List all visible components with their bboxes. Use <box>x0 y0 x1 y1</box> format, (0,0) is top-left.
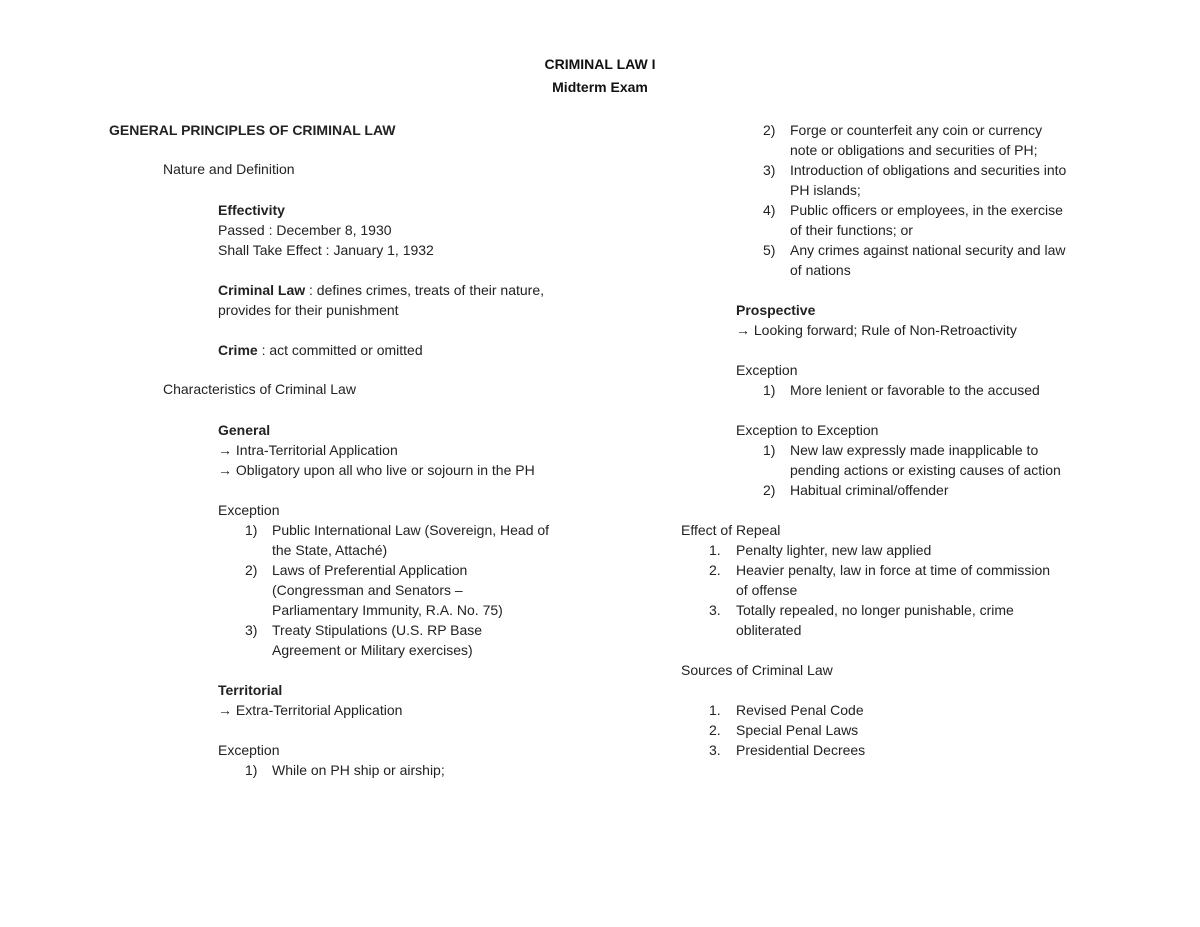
list-item-text: Agreement or Military exercises) <box>272 642 473 658</box>
list-number: 1) <box>763 442 776 458</box>
list-number: 2) <box>763 482 776 498</box>
list-item-text: Presidential Decrees <box>736 742 866 758</box>
effectivity-passed: Passed : December 8, 1930 <box>218 222 392 238</box>
list-item-text: Public officers or employees, in the exercise <box>790 202 1063 218</box>
list-number: 1. <box>709 542 721 558</box>
crime-def: : act committed or omitted <box>257 342 423 358</box>
criminal-law-def-2: provides for their punishment <box>218 302 399 318</box>
list-number: 3. <box>709 742 721 758</box>
list-item-text: PH islands; <box>790 182 861 198</box>
prospective-line-1: → Looking forward; Rule of Non-Retroactivity <box>736 322 1017 338</box>
list-item-text: Penalty lighter, new law applied <box>736 542 932 558</box>
territorial-exception-label: Exception <box>218 742 280 758</box>
list-item-text: Forge or counterfeit any coin or currency <box>790 122 1043 138</box>
list-item-text: Special Penal Laws <box>736 722 859 738</box>
list-item-text: Any crimes against national security and law <box>790 242 1066 258</box>
list-number: 5) <box>763 242 776 258</box>
list-number: 1) <box>245 762 258 778</box>
list-item-text: New law expressly made inapplicable to <box>790 442 1039 458</box>
list-item-text: While on PH ship or airship; <box>272 762 445 778</box>
list-number: 2) <box>245 562 258 578</box>
list-item-text: (Congressman and Senators – <box>272 582 463 598</box>
list-item-text: of offense <box>736 582 798 598</box>
prospective-exception-label: Exception <box>736 362 798 378</box>
list-item-text: More lenient or favorable to the accused <box>790 382 1040 398</box>
criminal-law-def-1: : defines crimes, treats of their nature, <box>305 282 545 298</box>
general-line-1: → Intra-Territorial Application <box>218 442 398 458</box>
crime-term: Crime <box>218 342 258 358</box>
list-item-text: the State, Attaché) <box>272 542 388 558</box>
general-line-2: → Obligatory upon all who live or sojourn in the PH <box>218 462 535 478</box>
list-item-text: Habitual criminal/offender <box>790 482 949 498</box>
general-exception-label: Exception <box>218 502 280 518</box>
list-item-text: obliterated <box>736 622 802 638</box>
list-number: 4) <box>763 202 776 218</box>
nature-label: Nature and Definition <box>163 161 295 177</box>
list-item-text: Public International Law (Sovereign, Head of <box>272 522 550 538</box>
list-item-text: pending actions or existing causes of action <box>790 462 1061 478</box>
criminal-law-term: Criminal Law <box>218 282 306 298</box>
prospective-title: Prospective <box>736 302 816 318</box>
effectivity-take-effect: Shall Take Effect : January 1, 1932 <box>218 242 434 258</box>
crime-definition <box>218 340 423 360</box>
list-number: 2. <box>709 562 721 578</box>
characteristics-label: Characteristics of Criminal Law <box>163 381 356 397</box>
list-number: 1. <box>709 702 721 718</box>
list-item-text: Revised Penal Code <box>736 702 864 718</box>
list-number: 1) <box>763 382 776 398</box>
repeal-label: Effect of Repeal <box>681 522 781 538</box>
list-number: 3) <box>245 622 258 638</box>
list-number: 1) <box>245 522 258 538</box>
list-item-text: Totally repealed, no longer punishable, crime <box>736 602 1014 618</box>
territorial-title: Territorial <box>218 682 283 698</box>
list-number: 2) <box>763 122 776 138</box>
general-title: General <box>218 422 271 438</box>
list-item-text: Introduction of obligations and securities into <box>790 162 1067 178</box>
territorial-line-1: → Extra-Territorial Application <box>218 702 403 718</box>
list-number: 3) <box>763 162 776 178</box>
list-number: 2. <box>709 722 721 738</box>
criminal-law-definition <box>218 280 544 300</box>
document-subtitle: Midterm Exam <box>552 79 648 95</box>
section-heading: GENERAL PRINCIPLES OF CRIMINAL LAW <box>109 122 396 138</box>
list-number: 3. <box>709 602 721 618</box>
list-item-text: of nations <box>790 262 851 278</box>
list-item-text: note or obligations and securities of PH; <box>790 142 1038 158</box>
sources-label: Sources of Criminal Law <box>681 662 833 678</box>
list-item-text: Laws of Preferential Application <box>272 562 468 578</box>
list-item-text: Heavier penalty, law in force at time of commission <box>736 562 1051 578</box>
list-item-text: Parliamentary Immunity, R.A. No. 75) <box>272 602 503 618</box>
effectivity-title: Effectivity <box>218 202 285 218</box>
list-item-text: of their functions; or <box>790 222 913 238</box>
exception-to-exception-label: Exception to Exception <box>736 422 879 438</box>
document-title: CRIMINAL LAW I <box>544 56 656 72</box>
list-item-text: Treaty Stipulations (U.S. RP Base <box>272 622 483 638</box>
